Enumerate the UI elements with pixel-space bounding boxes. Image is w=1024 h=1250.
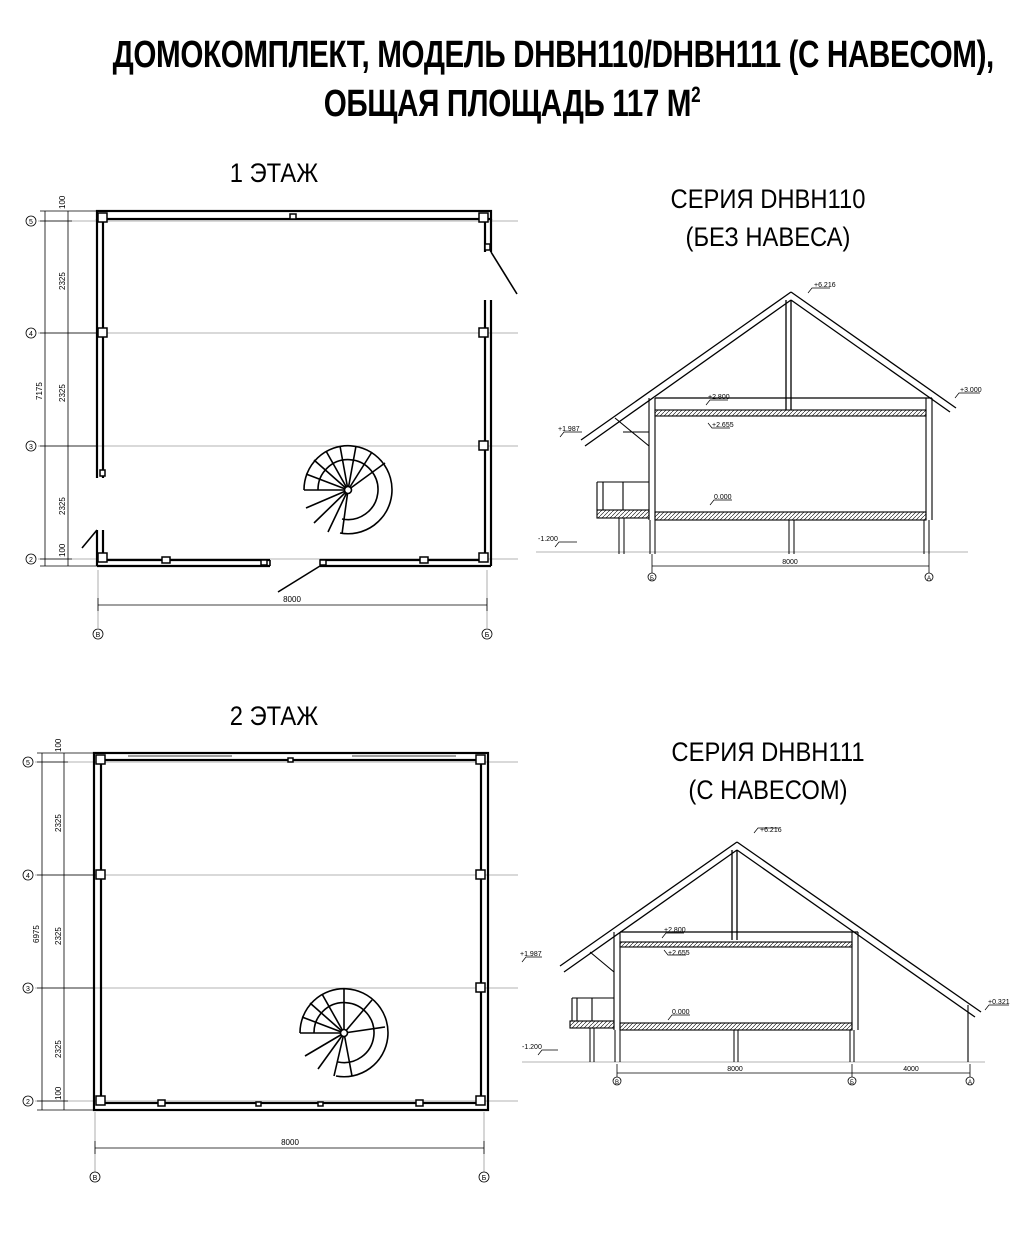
section2-piles [590, 1028, 854, 1062]
title-area-text: ОБЩАЯ ПЛОЩАДЬ 117 М [323, 83, 692, 125]
floor2-plan [23, 753, 518, 1182]
section1-walls [597, 398, 932, 520]
section2-dim-width: 8000 [727, 1066, 743, 1073]
section2-mark-ridge: +6.216 [760, 827, 782, 834]
floor1-dim-2325-c: 2325 [58, 497, 67, 515]
section1-mark-ceiling-bottom: +2.655 [712, 422, 734, 429]
series1-title: СЕРИЯ DHBH110 [670, 184, 866, 214]
floor2-dim-100-top: 100 [54, 738, 63, 752]
floor1-axis-label-v: В [95, 632, 101, 639]
section2-drawing [522, 828, 1009, 1085]
floor2-dim-chain [37, 753, 484, 1154]
floor1-axis-label-4: 4 [29, 331, 33, 338]
floor2-walls [94, 753, 488, 1110]
floor1-dim-2325-b: 2325 [58, 384, 67, 402]
section1-axis-b: Б [650, 576, 654, 582]
page-title-line-1: ДОМОКОМПЛЕКТ, МОДЕЛЬ DHBH110/DHBH111 (С НАВЕСОМ), [112, 34, 994, 76]
floor2-dim-2325-b: 2325 [54, 927, 63, 945]
title-area-superscript: 2 [691, 82, 701, 107]
section2-axis-b: Б [850, 1080, 854, 1086]
section2-axis-a: А [967, 1080, 973, 1086]
floor1-axis-label-2: 2 [29, 557, 33, 564]
section2-axis-v: В [614, 1080, 620, 1086]
floor1-axis-label-b: Б [484, 632, 490, 639]
floor1-label: 1 ЭТАЖ [229, 158, 319, 188]
floor2-label: 2 ЭТАЖ [229, 701, 319, 731]
section1-mark-floor: 0.000 [714, 494, 732, 501]
floor2-dim-width: 8000 [281, 1138, 299, 1147]
section2-mark-left-eave: +1.987 [520, 951, 542, 958]
section1-dim-width: 8000 [782, 559, 798, 566]
section1-level-marks [555, 288, 980, 547]
floor2-posts [96, 755, 485, 1106]
section1-mark-ridge: +6.216 [814, 282, 836, 289]
section2-mark-floor: 0.000 [672, 1009, 690, 1016]
floor1-dim-100-top: 100 [58, 195, 67, 209]
floor2-dim-total: 6975 [32, 925, 41, 943]
section1-mark-ground: -1.200 [538, 536, 558, 543]
floor1-plan [26, 211, 518, 639]
floor1-walls [97, 211, 491, 566]
floor2-axis-label-v: В [92, 1175, 98, 1182]
floor2-axis-label-5: 5 [26, 760, 30, 767]
floor1-dim-total: 7175 [35, 382, 44, 400]
floor1-dim-width: 8000 [283, 595, 301, 604]
series1-subtitle: (БЕЗ НАВЕСА) [685, 222, 851, 252]
section1-piles [619, 518, 929, 554]
floor2-axis-label-3: 3 [26, 986, 30, 993]
section2-mark-ground: -1.200 [522, 1044, 542, 1051]
section1-drawing [536, 288, 980, 581]
section2-mark-ceiling-top: +2.800 [664, 927, 686, 934]
floor2-axis-label-b: Б [481, 1175, 487, 1182]
floor1-doors [82, 252, 517, 592]
floor1-dim-chain [40, 211, 487, 611]
series2-title: СЕРИЯ DHBH111 [671, 737, 865, 767]
section1-mark-left-eave: +1.987 [558, 426, 580, 433]
section1-roof [581, 292, 956, 446]
floor2-axis-label-4: 4 [26, 873, 30, 880]
floor1-posts [98, 213, 490, 565]
section1-mark-ceiling-top: +2.800 [708, 394, 730, 401]
section2-mark-right-eave: +0.321 [988, 999, 1010, 1006]
floor2-spiral-stair [300, 989, 388, 1077]
section2-dim-canopy: 4000 [903, 1066, 919, 1073]
floor1-spiral-stair [304, 446, 392, 534]
floor1-axis-label-3: 3 [29, 444, 33, 451]
floor1-dim-2325-a: 2325 [58, 272, 67, 290]
section1-mark-right-eave: +3.000 [960, 387, 982, 394]
floor2-axis-label-2: 2 [26, 1099, 30, 1106]
floor2-dim-2325-c: 2325 [54, 1040, 63, 1058]
section1-axis-a: А [926, 576, 932, 582]
section2-walls [570, 932, 968, 1062]
section2-texts [520, 827, 1010, 1086]
floor2-dim-2325-a: 2325 [54, 814, 63, 832]
section2-dim [613, 1064, 974, 1085]
section2-mark-ceiling-bottom: +2.655 [668, 950, 690, 957]
section2-roof [560, 842, 981, 1017]
floor1-dim-100-bottom: 100 [58, 543, 67, 557]
floor1-axis-label-5: 5 [29, 219, 33, 226]
series2-subtitle: (С НАВЕСОМ) [688, 775, 848, 805]
floor2-dim-100-bottom: 100 [54, 1086, 63, 1100]
